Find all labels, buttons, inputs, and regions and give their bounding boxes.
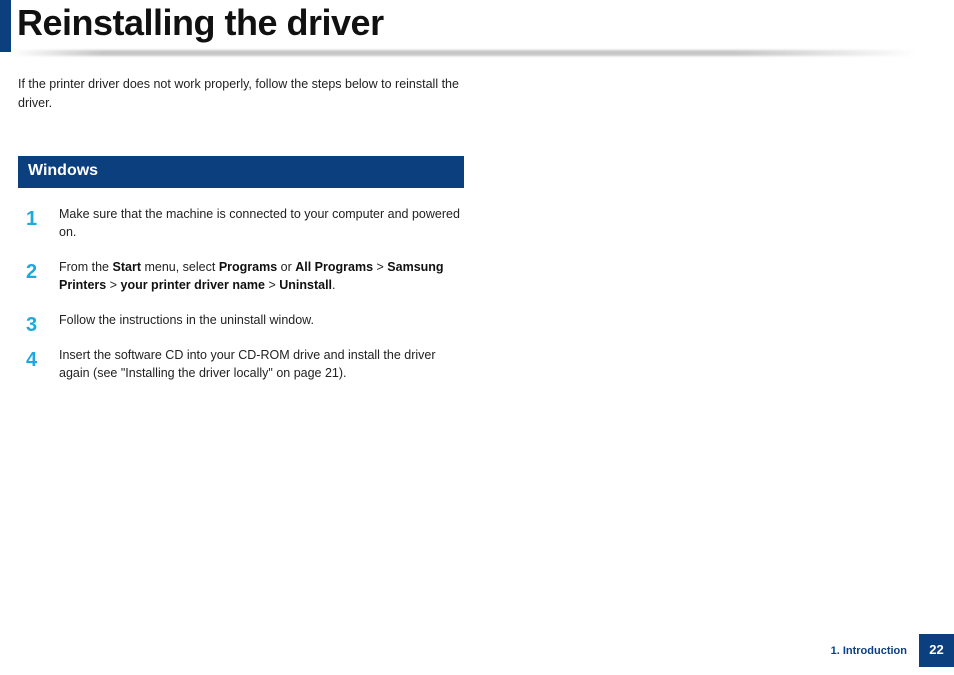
menu-term-driver-name: your printer driver name	[120, 278, 265, 292]
step-text-segment: menu, select	[140, 260, 219, 274]
step-text-segment: >	[373, 260, 388, 274]
title-divider	[12, 50, 917, 56]
steps-list	[18, 205, 464, 386]
menu-term-uninstall: Uninstall	[279, 278, 333, 292]
menu-term-samsung-printers: Samsung Printers	[59, 260, 444, 292]
menu-term-programs: Programs	[218, 260, 278, 274]
step-item	[18, 311, 464, 346]
step-item	[18, 346, 464, 386]
step-text-segment: .	[332, 278, 336, 292]
step-number: 4	[26, 349, 38, 371]
step-text	[59, 260, 444, 292]
step-text-segment: From the	[59, 260, 113, 274]
footer-chapter-label: 1. Introduction	[830, 645, 907, 657]
page-title: Reinstalling the driver	[17, 2, 384, 43]
step-number: 1	[26, 208, 38, 230]
section-title: Windows	[28, 162, 99, 179]
step-number: 3	[26, 314, 38, 336]
step-text-segment: >	[106, 278, 121, 292]
menu-term-start: Start	[112, 260, 141, 274]
step-text: Make sure that the machine is connected to your computer and powered on.	[59, 207, 460, 239]
intro-paragraph: If the printer driver does not work properly, follow the steps below to reinstall the driver.	[18, 77, 459, 110]
step-text: Follow the instructions in the uninstall window.	[59, 313, 314, 327]
step-text-segment: >	[265, 278, 280, 292]
section-header-windows	[18, 156, 464, 188]
step-text-segment: or	[277, 260, 296, 274]
step-text: Insert the software CD into your CD-ROM drive and install the driver again (see "Installing the driver locally" on page 21).	[59, 348, 436, 380]
page-number-badge: 22	[919, 634, 954, 667]
step-number: 2	[26, 261, 38, 283]
menu-term-all-programs: All Programs	[295, 260, 374, 274]
step-item	[18, 258, 464, 311]
title-accent-bar	[0, 0, 11, 52]
step-item	[18, 205, 464, 258]
